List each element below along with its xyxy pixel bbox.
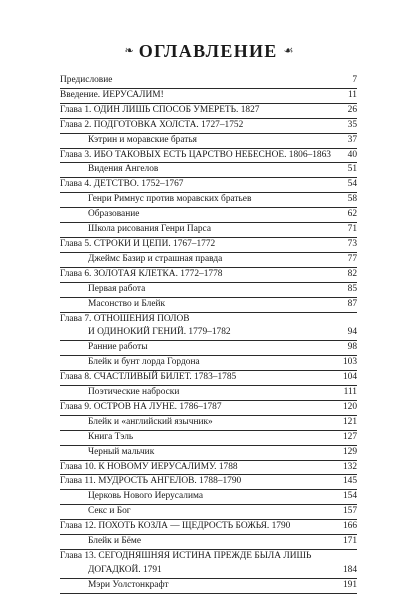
toc-entry[interactable] — [60, 475, 357, 490]
toc-entry[interactable] — [60, 238, 357, 253]
toc-subentry[interactable] — [60, 446, 357, 461]
toc-entry-title: Глава 9. ОСТРОВ НА ЛУНЕ. 1786–1787 — [60, 401, 222, 412]
toc-entry-title: Глава 13. СЕГОДНЯШНЯЯ ИСТИНА ПРЕЖДЕ БЫЛА ЛИШЬ — [60, 551, 312, 561]
toc-entry[interactable] — [60, 74, 357, 89]
toc-subentry[interactable] — [60, 163, 357, 178]
toc-page-number: 121 — [342, 416, 357, 427]
toc-subentry[interactable] — [60, 386, 357, 401]
toc-entry-title: Глава 6. ЗОЛОТАЯ КЛЕТКА. 1772–1778 — [60, 268, 223, 279]
toc-page-number: 35 — [347, 119, 357, 130]
toc-page-number: 58 — [347, 194, 357, 205]
toc-page-number: 103 — [342, 357, 357, 368]
toc-page-number: 87 — [347, 298, 357, 309]
toc-entry-title: Введение. ИЕРУСАЛИМ! — [60, 89, 164, 100]
toc-page-number: 145 — [342, 476, 357, 487]
toc-page-number: 85 — [347, 283, 357, 294]
toc-page-number: 132 — [342, 461, 357, 472]
toc-entry[interactable] — [60, 520, 357, 535]
toc-entry-title: Ранние работы — [88, 342, 148, 353]
toc-entry-title: Джеймс Базир и страшная правда — [88, 253, 223, 264]
toc-page-number: 71 — [347, 224, 357, 235]
toc-page-number: 111 — [343, 387, 357, 398]
toc-subentry[interactable] — [60, 579, 357, 594]
toc-subentry[interactable] — [60, 490, 357, 505]
toc-entry-title: Глава 5. СТРОКИ И ЦЕПИ. 1767–1772 — [60, 238, 216, 249]
toc-subentry[interactable] — [60, 283, 357, 298]
toc-entry[interactable] — [60, 461, 357, 476]
toc-entry[interactable] — [60, 313, 357, 342]
toc-page-number: 62 — [347, 209, 357, 220]
toc-entry-title: Глава 8. СЧАСТЛИВЫЙ БИЛЕТ. 1783–1785 — [60, 372, 237, 383]
toc-heading-row — [60, 38, 357, 64]
toc-page-number: 191 — [342, 579, 357, 590]
toc-page-number: 51 — [347, 164, 357, 175]
toc-page — [60, 38, 357, 594]
toc-entry-title: Церковь Нового Иерусалима — [88, 491, 204, 502]
toc-page-number: 157 — [342, 506, 357, 517]
toc-entry[interactable] — [60, 371, 357, 386]
toc-entry[interactable] — [60, 119, 357, 134]
toc-page-number: 171 — [342, 536, 357, 547]
toc-entry-title: Предисловие — [60, 75, 113, 85]
toc-entry[interactable] — [60, 104, 357, 119]
toc-entry-title: Глава 1. ОДИН ЛИШЬ СПОСОБ УМЕРЕТЬ. 1827 — [60, 104, 260, 115]
toc-entry-title: Видения Ангелов — [88, 164, 159, 175]
toc-subentry[interactable] — [60, 298, 357, 313]
toc-page-number: 54 — [347, 179, 357, 190]
toc-entry-title: Поэтические наброски — [88, 387, 180, 398]
toc-entry-title: Глава 11. МУДРОСТЬ АНГЕЛОВ. 1788–1790 — [60, 476, 242, 487]
toc-subentry[interactable] — [60, 193, 357, 208]
toc-entry[interactable] — [60, 149, 357, 164]
toc-subentry[interactable] — [60, 253, 357, 268]
toc-entry-title: Масонство и Блейк — [88, 298, 166, 309]
toc-page-number: 26 — [347, 104, 357, 115]
toc-page-number: 104 — [342, 372, 357, 383]
toc-subentry[interactable] — [60, 134, 357, 149]
toc-subentry[interactable] — [60, 223, 357, 238]
toc-entry-title: Черный мальчик — [88, 446, 155, 457]
toc-entry-title: Кэтрин и моравские братья — [88, 134, 197, 145]
toc-page-number: 120 — [342, 401, 357, 412]
toc-entry-title-continued: И ОДИНОКИЙ ГЕНИЙ. 1779–1782 — [88, 327, 231, 338]
toc-page-number: 98 — [347, 342, 357, 353]
toc-entry-title: Глава 10. К НОВОМУ ИЕРУСАЛИМУ. 1788 — [60, 461, 238, 472]
toc-subentry[interactable] — [60, 208, 357, 223]
toc-entry-title: Блейк и бунт лорда Гордона — [88, 357, 200, 368]
toc-list — [60, 74, 357, 594]
toc-entry[interactable] — [60, 268, 357, 283]
toc-entry-title: Глава 3. ИБО ТАКОВЫХ ЕСТЬ ЦАРСТВО НЕБЕСНОЕ. 1806–1863 — [60, 149, 331, 160]
toc-page-number: 82 — [347, 268, 357, 279]
toc-subentry[interactable] — [60, 356, 357, 371]
toc-entry-title: Блейк и Бёме — [88, 536, 142, 547]
toc-entry-title: Книга Тэль — [88, 431, 134, 442]
toc-entry[interactable] — [60, 550, 357, 579]
toc-entry-title: Глава 4. ДЕТСТВО. 1752–1767 — [60, 179, 184, 190]
toc-subentry[interactable] — [60, 535, 357, 550]
ornament-left-icon: ❧ — [124, 44, 133, 57]
toc-entry-title-continued: ДОГАДКОЙ. 1791 — [88, 564, 162, 575]
toc-entry-title: Глава 2. ПОДГОТОВКА ХОЛСТА. 1727–1752 — [60, 119, 244, 130]
toc-page-number: 184 — [342, 564, 357, 575]
toc-entry-title: Образование — [88, 209, 140, 220]
toc-page-number: 73 — [347, 238, 357, 249]
toc-entry-title: Первая работа — [88, 283, 146, 294]
ornament-right-icon: ☙ — [283, 44, 293, 57]
toc-title: ОГЛАВЛЕНИЕ — [138, 41, 278, 61]
toc-page-number: 40 — [347, 149, 357, 160]
toc-page-number: 94 — [347, 327, 357, 338]
toc-entry[interactable] — [60, 89, 357, 104]
toc-page-number: 166 — [342, 521, 357, 532]
toc-page-number: 129 — [342, 446, 357, 457]
toc-page-number: 127 — [342, 431, 357, 442]
toc-subentry[interactable] — [60, 431, 357, 446]
toc-entry[interactable] — [60, 401, 357, 416]
toc-entry-title: Мэри Уолстонкрафт — [88, 579, 169, 590]
toc-subentry[interactable] — [60, 416, 357, 431]
toc-page-number: 154 — [342, 491, 357, 502]
toc-entry-title: Глава 7. ОТНОШЕНИЯ ПОЛОВ — [60, 313, 190, 324]
toc-entry-title: Генри Римнус против моравских братьев — [88, 194, 252, 205]
toc-subentry[interactable] — [60, 341, 357, 356]
toc-page-number: 11 — [347, 89, 357, 100]
toc-page-number: 7 — [352, 75, 357, 85]
toc-page-number: 77 — [347, 253, 357, 264]
toc-entry[interactable] — [60, 178, 357, 193]
toc-subentry[interactable] — [60, 505, 357, 520]
toc-entry-title: Секс и Бог — [88, 506, 131, 517]
toc-page-number: 37 — [347, 134, 357, 145]
toc-entry-title: Глава 12. ПОХОТЬ КОЗЛА — ЩЕДРОСТЬ БОЖЬЯ. 1790 — [60, 521, 291, 532]
toc-entry-title: Школа рисования Генри Парса — [88, 224, 211, 235]
toc-entry-title: Блейк и «английский язычник» — [88, 416, 213, 427]
